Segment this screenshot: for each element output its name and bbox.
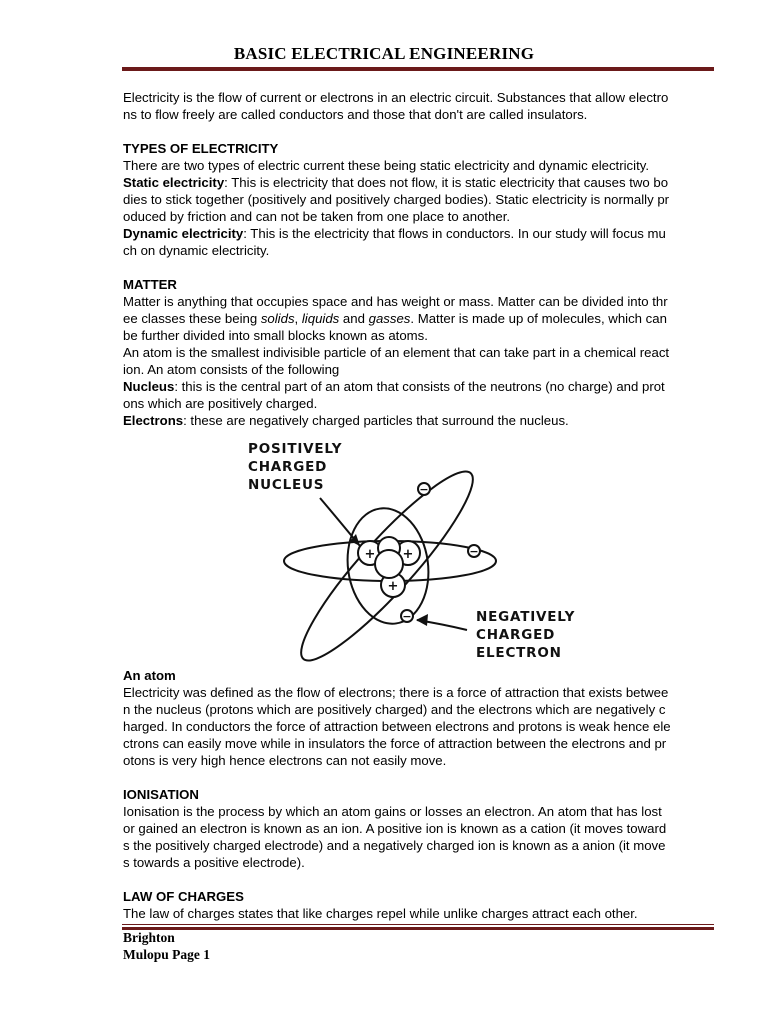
- proton-2-sign: +: [402, 547, 414, 562]
- nucleus-paragraph: [123, 378, 715, 412]
- footer-page-number: Mulopu Page 1: [123, 947, 211, 962]
- proton-1-sign: +: [364, 547, 376, 562]
- dynamic-text: : This is the electricity that flows in conductors. In our study will focus mu ch on dynamic electricity.: [123, 226, 666, 258]
- electron-right-sign: −: [469, 545, 479, 558]
- matter-text-b: . Matter is made up of molecules, which can be further divided into small blocks known as atoms.: [123, 311, 667, 343]
- footer-rule-bottom: [122, 927, 714, 930]
- electrons-term: Electrons: [123, 413, 184, 428]
- matter-solids: solids: [260, 311, 295, 326]
- header-rule: [122, 67, 714, 71]
- static-text: : This is electricity that does not flow, it is static electricity that causes two bo dies to stick together (positively and positively charged bodies). Static electricity is normally pr oduced by friction and can not be taken from one place to another.: [123, 175, 670, 224]
- types-heading: TYPES OF ELECTRICITY: [123, 141, 279, 156]
- matter-comma: ,: [294, 311, 302, 326]
- electron-top-sign: −: [419, 483, 429, 496]
- electron-arrowhead: [416, 614, 428, 626]
- atom-paragraph: Electricity was defined as the flow of electrons; there is a force of attraction that exists betwee n the nucleus (protons which are positively charged) and the electrons which are negatively c harged. In conductors the force of attraction between electrons and protons is weak hence ele ctrons can easily move while in insulators the force of attraction between the electrons and pr otons is very high hence electrons can not easily move.: [123, 685, 671, 768]
- intro-paragraph: Electricity is the flow of current or electrons in an electric circuit. Substances that allow electro ns to flow freely are called conductors and those that don't are called insulators.: [123, 90, 669, 122]
- page-header-title: BASIC ELECTRICAL ENGINEERING: [233, 44, 535, 63]
- dynamic-term: Dynamic electricity: [123, 226, 244, 241]
- ionisation-heading: IONISATION: [123, 787, 199, 802]
- matter-and: and: [339, 311, 369, 326]
- charges-heading: LAW OF CHARGES: [123, 889, 244, 904]
- footer-author: Brighton: [123, 930, 175, 945]
- matter-paragraph: [123, 293, 715, 344]
- types-line: There are two types of electric current these being static electricity and dynamic electricity.: [123, 158, 650, 173]
- neutron-2: [375, 550, 403, 578]
- matter-liquids: liquids: [301, 311, 340, 326]
- label-electron-line-1: NEGATIVELY: [476, 609, 576, 625]
- body-bottom: [123, 667, 715, 922]
- atom-diagram-svg: [242, 438, 594, 666]
- label-nucleus-line-3: NUCLEUS: [248, 477, 325, 493]
- electron-bottom-sign: −: [402, 610, 412, 623]
- static-term: Static electricity: [123, 175, 225, 190]
- ionisation-paragraph: Ionisation is the process by which an atom gains or losses an electron. An atom that has lost or gained an electron is known as an ion. A positive ion is known as a cation (it moves toward s the positively charged electrode) and a negatively charged ion is known as a anion (it move s towards a positive electrode).: [123, 804, 667, 870]
- charges-paragraph: The law of charges states that like charges repel while unlike charges attract each other.: [123, 906, 638, 921]
- nucleus-term: Nucleus: [123, 379, 175, 394]
- proton-3-sign: +: [387, 579, 399, 594]
- body-top: [123, 89, 715, 429]
- static-paragraph: [123, 174, 715, 225]
- label-electron-line-3: ELECTRON: [476, 645, 562, 661]
- matter-heading: MATTER: [123, 277, 177, 292]
- label-electron-line-2: CHARGED: [476, 627, 556, 643]
- electrons-text: : these are negatively charged particles that surround the nucleus.: [183, 413, 569, 428]
- atom-diagram: [242, 438, 594, 666]
- matter-gasses: gasses: [368, 311, 411, 326]
- atom-definition: An atom is the smallest indivisible particle of an element that can take part in a chemical react ion. An atom consists of the following: [123, 345, 670, 377]
- label-nucleus-line-2: CHARGED: [248, 459, 328, 475]
- matter-text-a: Matter is anything that occupies space and has weight or mass. Matter can be divided into thr ee classes these being: [123, 294, 668, 326]
- dynamic-paragraph: [123, 225, 715, 259]
- atom-caption: An atom: [123, 668, 176, 683]
- label-nucleus-line-1: POSITIVELY: [248, 441, 343, 457]
- footer-rule-top: [122, 924, 714, 925]
- electrons-paragraph: [123, 412, 715, 429]
- nucleus-text: : this is the central part of an atom that consists of the neutrons (no charge) and prot ons which are positively charged.: [123, 379, 665, 411]
- page-footer: [123, 929, 210, 963]
